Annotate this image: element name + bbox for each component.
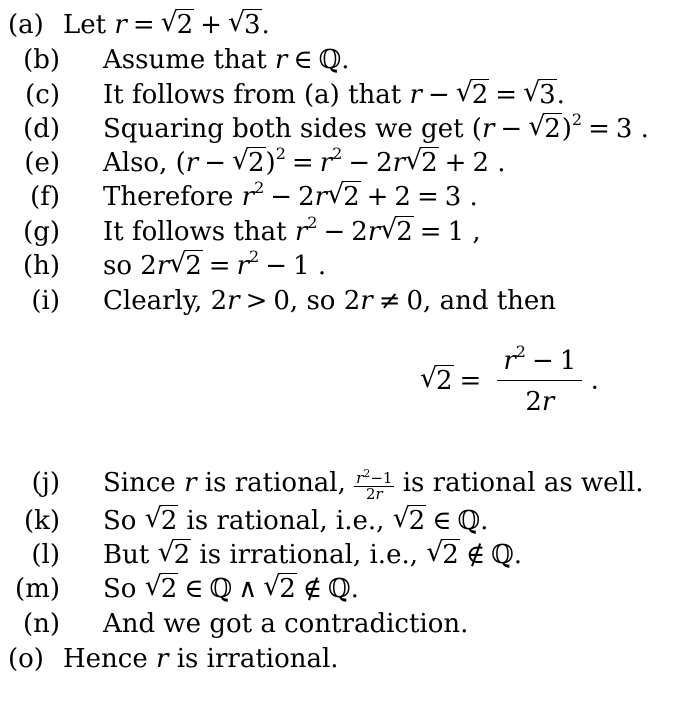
line-label-g: (g) <box>23 217 60 247</box>
line-label-f: (f) <box>30 182 60 212</box>
line-label-h: (h) <box>22 251 60 281</box>
line-label-n: (n) <box>22 609 60 639</box>
line-text-a: Let r = √ 2 + √ 3. <box>63 7 270 40</box>
inline-fraction: $\frac{r^2-1}{2r}$ <box>356 467 393 503</box>
line-label-k: (k) <box>23 506 60 536</box>
line-label-b: (b) <box>23 45 60 75</box>
line-label-c: (c) <box>25 80 60 110</box>
line-label-e: (e) <box>24 148 60 178</box>
line-label-o: (o) <box>8 644 44 674</box>
line-label-j: (j) <box>31 468 60 498</box>
line-text-o: Hence r is irrational. <box>63 644 339 674</box>
line-text-l: But √ 2 is irrational, i.e., √ 2 ∉ ℚ. <box>103 537 522 570</box>
line-label-m: (m) <box>15 574 60 604</box>
line-text-b: Assume that r ∈ ℚ. <box>103 45 350 75</box>
line-label-d: (d) <box>23 114 60 144</box>
line-text-e: Also, (r − √ $2)^2 = r^2 - 2r$ √ 2 + 2 . <box>103 144 506 178</box>
line-text-k: So √ 2 is rational, i.e., √ 2 ∈ ℚ. <box>103 503 489 536</box>
line-text-m: So √ 2 ∈ ℚ ∧ √ 2 ∉ ℚ. <box>103 571 359 604</box>
line-label-a: (a) <box>8 10 44 40</box>
line-text-j: Since r is rational, $\frac{r^2-1}{2r}$ is rational as well. <box>103 467 644 503</box>
line-text-c: It follows from (a) that r − √ 2 = √ 3. <box>103 77 565 110</box>
line-label-i: (i) <box>31 286 60 316</box>
display-equation: √ 2 = $\frac{r^2 - 1}{2r}$ . <box>420 342 599 417</box>
line-text-g: It follows that $r^2 - 2r$ √ 2 = 1 , <box>103 213 481 247</box>
line-label-l: (l) <box>31 540 60 570</box>
sqrt-two: √ 2 <box>420 362 453 396</box>
line-text-n: And we got a contradiction. <box>103 609 469 639</box>
line-text-i: Clearly, 2r > 0, so 2r ≠ 0, and then <box>103 286 557 316</box>
line-text-h: so 2r √ $2 = r^2 - 1$ . <box>103 247 327 281</box>
line-text-d: Squaring both sides we get (r − √ 2)$^2$ = 3 . <box>103 110 649 144</box>
display-fraction: $\frac{r^2 - 1}{2r}$ <box>497 348 582 415</box>
line-text-f: Therefore $r^2 - 2r$ √ 2 + 2 = 3 . <box>103 178 478 212</box>
